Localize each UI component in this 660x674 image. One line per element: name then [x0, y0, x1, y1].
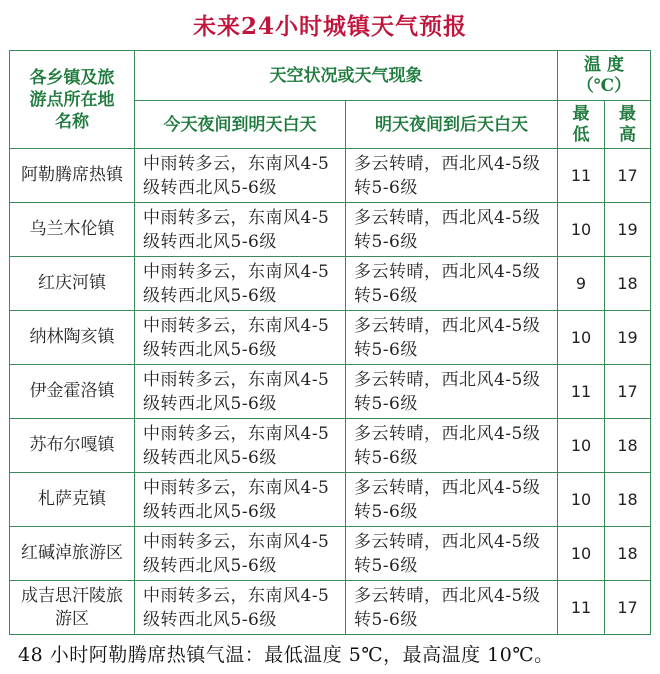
tomorrow-cell: [346, 311, 558, 365]
min-temp-cell: [558, 365, 605, 419]
max-temp-cell-text: 19: [617, 220, 638, 239]
header-min-text: 最低: [572, 103, 590, 145]
min-temp-cell: [558, 203, 605, 257]
min-temp-cell: [558, 473, 605, 527]
tonight-cell-text: 中雨转多云，东南风4-5级转西北风5-6级: [143, 531, 330, 576]
max-temp-cell: [605, 311, 651, 365]
min-temp-cell: [558, 149, 605, 203]
tomorrow-cell-text: 多云转晴，西北风4-5级转5-6级: [354, 207, 541, 252]
tomorrow-cell: [346, 419, 558, 473]
min-temp-cell-text: 10: [570, 490, 592, 509]
min-temp-cell-text: 9: [575, 274, 587, 293]
location-cell-text: 苏布尔嘎镇: [29, 435, 115, 455]
location-cell-text: 红庆河镇: [38, 273, 106, 293]
location-cell: [10, 473, 135, 527]
min-temp-cell-text: 11: [570, 382, 592, 401]
tomorrow-cell-text: 多云转晴，西北风4-5级转5-6级: [354, 369, 541, 414]
tonight-cell-text: 中雨转多云，东南风4-5级转西北风5-6级: [143, 315, 330, 360]
min-temp-cell: [558, 311, 605, 365]
tomorrow-cell: [346, 203, 558, 257]
location-cell: [10, 311, 135, 365]
max-temp-cell: [605, 527, 651, 581]
location-cell-text: 乌兰木伦镇: [29, 219, 115, 239]
header-max: [605, 101, 651, 149]
tonight-cell-text: 中雨转多云，东南风4-5级转西北风5-6级: [143, 477, 330, 522]
max-temp-cell-text: 17: [617, 598, 638, 617]
min-temp-cell-text: 10: [570, 328, 592, 347]
location-cell: [10, 365, 135, 419]
table-row: [10, 581, 651, 635]
min-temp-cell: [558, 419, 605, 473]
location-cell-text: 伊金霍洛镇: [29, 381, 115, 401]
table-row: [10, 203, 651, 257]
location-cell: [10, 527, 135, 581]
max-temp-cell: [605, 149, 651, 203]
tonight-cell-text: 中雨转多云，东南风4-5级转西北风5-6级: [143, 423, 330, 468]
tonight-cell-text: 中雨转多云，东南风4-5级转西北风5-6级: [143, 585, 330, 630]
max-temp-cell: [605, 365, 651, 419]
tomorrow-cell-text: 多云转晴，西北风4-5级转5-6级: [354, 477, 541, 522]
min-temp-cell: [558, 581, 605, 635]
min-temp-cell: [558, 527, 605, 581]
max-temp-cell-text: 18: [617, 544, 638, 563]
table-body: [10, 149, 651, 635]
max-temp-cell: [605, 203, 651, 257]
header-temp-text: 温 度（℃）: [576, 54, 632, 96]
tomorrow-cell: [346, 365, 558, 419]
table-row: [10, 149, 651, 203]
min-temp-cell-text: 10: [570, 544, 592, 563]
tonight-cell: [135, 149, 346, 203]
tomorrow-cell: [346, 473, 558, 527]
tonight-cell: [135, 311, 346, 365]
footer-note: 48 小时阿勒腾席热镇气温：最低温度 5℃，最高温度 10℃。: [18, 644, 554, 666]
tomorrow-cell: [346, 527, 558, 581]
table-row: [10, 365, 651, 419]
page-title: 未来24小时城镇天气预报: [192, 13, 467, 40]
header-tomorrow: 明天夜间到后天白天: [346, 101, 558, 149]
tonight-cell: [135, 365, 346, 419]
max-temp-cell: [605, 581, 651, 635]
location-cell: [10, 257, 135, 311]
header-tonight: 今天夜间到明天白天: [135, 101, 346, 149]
location-cell-text: 成吉思汗陵旅游区: [21, 585, 123, 629]
tonight-cell-text: 中雨转多云，东南风4-5级转西北风5-6级: [143, 261, 330, 306]
header-location-text: 各乡镇及旅游点所在地名称: [29, 67, 115, 132]
location-cell: [10, 419, 135, 473]
tonight-cell-text: 中雨转多云，东南风4-5级转西北风5-6级: [143, 153, 330, 198]
location-cell: [10, 149, 135, 203]
header-min: [558, 101, 605, 149]
max-temp-cell-text: 17: [617, 382, 638, 401]
min-temp-cell-text: 10: [570, 220, 592, 239]
min-temp-cell-text: 10: [570, 436, 592, 455]
tomorrow-cell-text: 多云转晴，西北风4-5级转5-6级: [354, 423, 541, 468]
tonight-cell: [135, 473, 346, 527]
max-temp-cell-text: 17: [617, 166, 638, 185]
table-row: [10, 527, 651, 581]
max-temp-cell-text: 19: [617, 328, 638, 347]
tonight-cell-text: 中雨转多云，东南风4-5级转西北风5-6级: [143, 207, 330, 252]
max-temp-cell: [605, 257, 651, 311]
tonight-cell-text: 中雨转多云，东南风4-5级转西北风5-6级: [143, 369, 330, 414]
max-temp-cell: [605, 473, 651, 527]
forecast-table: [9, 50, 651, 635]
table-row: [10, 311, 651, 365]
header-location: [10, 51, 135, 149]
location-cell-text: 纳林陶亥镇: [29, 327, 115, 347]
tomorrow-cell-text: 多云转晴，西北风4-5级转5-6级: [354, 585, 541, 630]
min-temp-cell-text: 11: [570, 598, 592, 617]
min-temp-cell-text: 11: [570, 166, 592, 185]
table-row: [10, 473, 651, 527]
tonight-cell: [135, 581, 346, 635]
location-cell-text: 阿勒腾席热镇: [21, 165, 123, 185]
max-temp-cell-text: 18: [617, 490, 638, 509]
tomorrow-cell-text: 多云转晴，西北风4-5级转5-6级: [354, 153, 541, 198]
location-cell: [10, 203, 135, 257]
min-temp-cell: [558, 257, 605, 311]
header-temp: [558, 51, 651, 101]
location-cell-text: 红碱淖旅游区: [21, 543, 123, 563]
tonight-cell: [135, 257, 346, 311]
tonight-cell: [135, 419, 346, 473]
max-temp-cell-text: 18: [617, 436, 638, 455]
tonight-cell: [135, 203, 346, 257]
tonight-cell: [135, 527, 346, 581]
tomorrow-cell: [346, 149, 558, 203]
header-condition: 天空状况或天气现象: [135, 51, 558, 101]
location-cell: [10, 581, 135, 635]
tomorrow-cell: [346, 581, 558, 635]
tomorrow-cell-text: 多云转晴，西北风4-5级转5-6级: [354, 315, 541, 360]
max-temp-cell: [605, 419, 651, 473]
header-max-text: 最高: [619, 103, 636, 145]
tomorrow-cell-text: 多云转晴，西北风4-5级转5-6级: [354, 261, 541, 306]
table-row: [10, 419, 651, 473]
tomorrow-cell-text: 多云转晴，西北风4-5级转5-6级: [354, 531, 541, 576]
location-cell-text: 札萨克镇: [38, 489, 106, 509]
max-temp-cell-text: 18: [617, 274, 638, 293]
tomorrow-cell: [346, 257, 558, 311]
table-row: [10, 257, 651, 311]
